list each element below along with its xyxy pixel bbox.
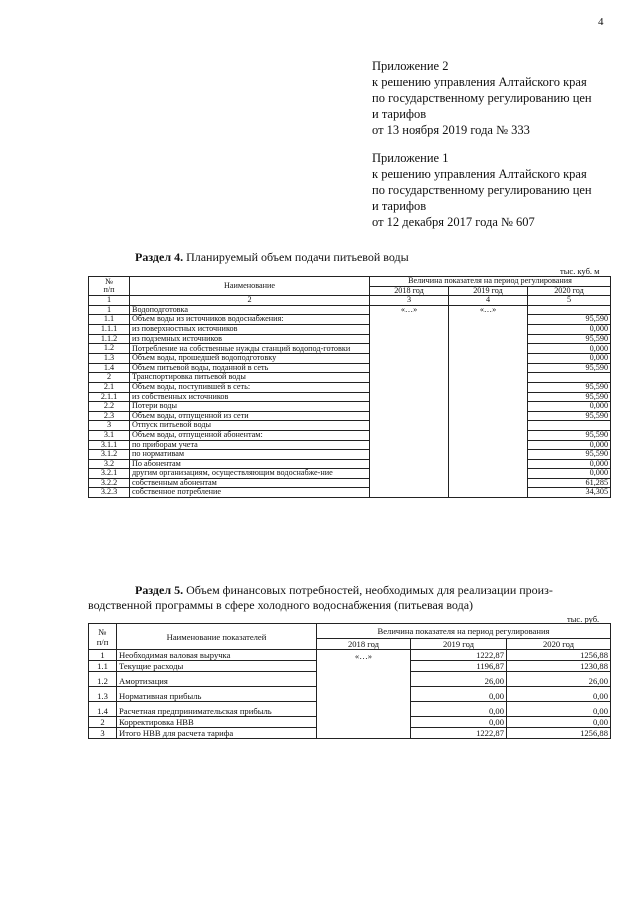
value-2019-cell: [449, 344, 528, 354]
water-volume-table-body: [89, 305, 611, 497]
fin-row-number-cell: 3: [89, 728, 117, 739]
appendix-1-line: к решению управления Алтайского края: [372, 167, 587, 181]
fin-value-2018-cell: [317, 702, 411, 717]
fin-value-2018-cell: «…»: [317, 650, 411, 661]
table-row: [89, 305, 611, 315]
fin-row-number-cell: 1.1: [89, 661, 117, 672]
appendix-2-line: Приложение 2: [372, 59, 449, 73]
value-2019-cell: [449, 430, 528, 440]
value-2020-cell: 0,000: [528, 440, 611, 450]
fin-row-name-cell: Расчетная предпринимательская прибыль: [117, 702, 317, 717]
row-number-cell: 3: [89, 421, 130, 431]
value-2020-cell: 95,590: [528, 363, 611, 373]
fin-row-name-cell: Нормативная прибыль: [117, 687, 317, 702]
col-number-cell: 1: [89, 296, 130, 306]
row-number-cell: 3.2: [89, 459, 130, 469]
fin-value-2019-cell: 26,00: [411, 672, 507, 687]
fin-col-header-2018: 2018 год: [317, 639, 411, 650]
fin-value-2019-cell: 0,00: [411, 717, 507, 728]
fin-row-number-cell: 2: [89, 717, 117, 728]
appendix-2-block: [372, 58, 632, 138]
row-name-cell: Водоподготовка: [130, 305, 370, 315]
section-5-title-line1: Объем финансовых потребностей, необходимых для реализации произ-: [186, 583, 553, 597]
section-5-title-line2: водственной программы в сфере холодного водоснабжения (питьевая вода): [88, 598, 474, 612]
value-2018-cell: [370, 334, 449, 344]
water-volume-table: [88, 276, 611, 498]
financial-needs-table: [88, 623, 611, 739]
value-2018-cell: [370, 392, 449, 402]
fin-value-2018-cell: [317, 728, 411, 739]
row-name-cell: по нормативам: [130, 450, 370, 460]
section-5-label: Раздел 5.: [135, 583, 184, 597]
fin-col-header-2020: 2020 год: [507, 639, 611, 650]
fin-col-header-number: [89, 624, 117, 650]
value-2019-cell: [449, 354, 528, 364]
row-name-cell: собственное потребление: [130, 488, 370, 498]
col-header-2020: 2020 год: [528, 286, 611, 296]
row-name-cell: Отпуск питьевой воды: [130, 421, 370, 431]
fin-row-number-cell: 1.4: [89, 702, 117, 717]
fin-value-2019-cell: 1222,87: [411, 728, 507, 739]
table-row: [89, 450, 611, 460]
table-row: [89, 334, 611, 344]
value-2018-cell: [370, 402, 449, 412]
row-name-cell: из подземных источников: [130, 334, 370, 344]
financial-needs-table-body: [89, 650, 611, 739]
value-2018-cell: [370, 382, 449, 392]
value-2018-cell: [370, 354, 449, 364]
value-2018-cell: [370, 363, 449, 373]
row-number-cell: 3.1.2: [89, 450, 130, 460]
table-row: [89, 478, 611, 488]
value-2019-cell: «…»: [449, 305, 528, 315]
row-number-cell: 1.4: [89, 363, 130, 373]
table-row: [89, 382, 611, 392]
row-name-cell: Объем воды, поступившей в сеть:: [130, 382, 370, 392]
value-2018-cell: «…»: [370, 305, 449, 315]
appendix-1-line: по государственному регулированию цен: [372, 183, 592, 197]
col-header-number: [89, 277, 130, 296]
row-number-cell: 3.2.3: [89, 488, 130, 498]
fin-row-name-cell: Итого НВВ для расчета тарифа: [117, 728, 317, 739]
fin-row-name-cell: Амортизация: [117, 672, 317, 687]
fin-row-number-cell: 1: [89, 650, 117, 661]
value-2020-cell: [528, 305, 611, 315]
fin-value-2018-cell: [317, 717, 411, 728]
row-number-cell: 2.2: [89, 402, 130, 412]
section-4-unit: тыс. куб. м: [560, 266, 600, 276]
value-2018-cell: [370, 324, 449, 334]
appendix-1-line: от 12 декабря 2017 года № 607: [372, 215, 535, 229]
row-name-cell: Потребление на собственные нужды станций водопод-готовки: [130, 344, 370, 354]
fin-value-2018-cell: [317, 687, 411, 702]
row-name-cell: По абонентам: [130, 459, 370, 469]
value-2018-cell: [370, 478, 449, 488]
value-2020-cell: 34,305: [528, 488, 611, 498]
col-header-2019: 2019 год: [449, 286, 528, 296]
section-5-heading: [135, 583, 553, 598]
value-2020-cell: 0,000: [528, 344, 611, 354]
table-row: [89, 392, 611, 402]
table-row: [89, 702, 611, 717]
row-name-cell: собственным абонентам: [130, 478, 370, 488]
value-2018-cell: [370, 315, 449, 325]
table-row: [89, 728, 611, 739]
section-5-unit: тыс. руб.: [567, 614, 600, 624]
value-2019-cell: [449, 392, 528, 402]
col-number-cell: 3: [370, 296, 449, 306]
value-2019-cell: [449, 334, 528, 344]
value-2018-cell: [370, 440, 449, 450]
table-row: [89, 687, 611, 702]
value-2019-cell: [449, 315, 528, 325]
table-row: [89, 459, 611, 469]
value-2019-cell: [449, 373, 528, 383]
value-2018-cell: [370, 459, 449, 469]
fin-value-2018-cell: [317, 661, 411, 672]
fin-col-header-period: Величина показателя на период регулирования: [317, 624, 611, 639]
col-number-cell: 4: [449, 296, 528, 306]
row-number-cell: 2.1: [89, 382, 130, 392]
fin-value-2019-cell: 1196,87: [411, 661, 507, 672]
row-number-cell: 2.1.1: [89, 392, 130, 402]
table-row: [89, 672, 611, 687]
row-number-cell: 1.1.1: [89, 324, 130, 334]
col-header-name: Наименование: [130, 277, 370, 296]
value-2019-cell: [449, 478, 528, 488]
value-2020-cell: [528, 421, 611, 431]
fin-row-name-cell: Текущие расходы: [117, 661, 317, 672]
table-row: [89, 373, 611, 383]
fin-value-2020-cell: 0,00: [507, 702, 611, 717]
row-number-cell: 1.2: [89, 344, 130, 354]
fin-col-header-number-line1: №: [98, 626, 107, 637]
row-number-cell: 2.3: [89, 411, 130, 421]
col-number-cell: 5: [528, 296, 611, 306]
fin-row-number-cell: 1.2: [89, 672, 117, 687]
value-2019-cell: [449, 488, 528, 498]
row-name-cell: Потери воды: [130, 402, 370, 412]
table-row: [89, 430, 611, 440]
row-number-cell: 3.2.1: [89, 469, 130, 479]
value-2018-cell: [370, 344, 449, 354]
value-2018-cell: [370, 430, 449, 440]
row-name-cell: Объем воды, отпущенной абонентам:: [130, 430, 370, 440]
value-2018-cell: [370, 469, 449, 479]
value-2019-cell: [449, 382, 528, 392]
value-2020-cell: [528, 373, 611, 383]
table-row: [89, 363, 611, 373]
value-2019-cell: [449, 363, 528, 373]
table-row: [89, 344, 611, 354]
row-name-cell: Транспортировка питьевой воды: [130, 373, 370, 383]
col-header-period: Величина показателя на период регулирования: [370, 277, 611, 287]
value-2019-cell: [449, 450, 528, 460]
table-row: [89, 661, 611, 672]
table-row: [89, 421, 611, 431]
value-2020-cell: 95,590: [528, 430, 611, 440]
fin-value-2020-cell: 0,00: [507, 717, 611, 728]
row-name-cell: Объем воды, отпущенной из сети: [130, 411, 370, 421]
section-4-title: Планируемый объем подачи питьевой воды: [186, 250, 409, 264]
row-number-cell: 1: [89, 305, 130, 315]
value-2020-cell: 95,590: [528, 450, 611, 460]
fin-value-2020-cell: 1256,88: [507, 650, 611, 661]
col-header-number-line1: №: [105, 276, 113, 286]
value-2020-cell: 0,000: [528, 354, 611, 364]
fin-col-header-2019: 2019 год: [411, 639, 507, 650]
appendix-2-line: от 13 ноября 2019 года № 333: [372, 123, 530, 137]
fin-value-2020-cell: 1230,88: [507, 661, 611, 672]
table-row: [89, 324, 611, 334]
value-2019-cell: [449, 402, 528, 412]
appendix-1-line: Приложение 1: [372, 151, 449, 165]
row-number-cell: 3.1: [89, 430, 130, 440]
section-4-label: Раздел 4.: [135, 250, 184, 264]
table-row: [89, 315, 611, 325]
value-2018-cell: [370, 488, 449, 498]
row-name-cell: по приборам учета: [130, 440, 370, 450]
fin-value-2020-cell: 0,00: [507, 687, 611, 702]
value-2020-cell: 95,590: [528, 334, 611, 344]
row-number-cell: 3.2.2: [89, 478, 130, 488]
value-2020-cell: 61,285: [528, 478, 611, 488]
fin-value-2020-cell: 1256,88: [507, 728, 611, 739]
value-2020-cell: 0,000: [528, 324, 611, 334]
row-name-cell: другим организациям, осуществляющим водоснабже-ние: [130, 469, 370, 479]
appendix-1-block: [372, 150, 632, 230]
value-2019-cell: [449, 459, 528, 469]
fin-row-name-cell: Корректировка НВВ: [117, 717, 317, 728]
row-number-cell: 3.1.1: [89, 440, 130, 450]
value-2020-cell: 0,000: [528, 459, 611, 469]
row-number-cell: 1.1.2: [89, 334, 130, 344]
value-2018-cell: [370, 411, 449, 421]
fin-col-header-number-line2: п/п: [96, 636, 109, 647]
fin-value-2018-cell: [317, 672, 411, 687]
row-name-cell: Объем питьевой воды, поданной в сеть: [130, 363, 370, 373]
value-2018-cell: [370, 373, 449, 383]
appendix-2-line: к решению управления Алтайского края: [372, 75, 587, 89]
fin-value-2019-cell: 0,00: [411, 687, 507, 702]
table-row: [89, 411, 611, 421]
fin-row-name-cell: Необходимая валовая выручка: [117, 650, 317, 661]
value-2019-cell: [449, 469, 528, 479]
value-2020-cell: 95,590: [528, 411, 611, 421]
fin-row-number-cell: 1.3: [89, 687, 117, 702]
value-2020-cell: 0,000: [528, 402, 611, 412]
appendix-2-line: по государственному регулированию цен: [372, 91, 592, 105]
appendix-1-line: и тарифов: [372, 199, 427, 213]
value-2019-cell: [449, 421, 528, 431]
col-header-2018: 2018 год: [370, 286, 449, 296]
value-2020-cell: 95,590: [528, 392, 611, 402]
table-row: [89, 488, 611, 498]
row-number-cell: 1.3: [89, 354, 130, 364]
fin-value-2020-cell: 26,00: [507, 672, 611, 687]
page-number: 4: [598, 16, 604, 28]
table-row: [89, 354, 611, 364]
value-2018-cell: [370, 450, 449, 460]
section-4-heading: [135, 250, 409, 265]
col-header-number-line2: п/п: [103, 285, 115, 295]
value-2019-cell: [449, 324, 528, 334]
value-2018-cell: [370, 421, 449, 431]
value-2020-cell: 0,000: [528, 469, 611, 479]
value-2019-cell: [449, 440, 528, 450]
row-number-cell: 2: [89, 373, 130, 383]
table-row: [89, 717, 611, 728]
row-name-cell: из собственных источников: [130, 392, 370, 402]
fin-col-header-name: Наименование показателей: [117, 624, 317, 650]
value-2020-cell: 95,590: [528, 382, 611, 392]
fin-value-2019-cell: 0,00: [411, 702, 507, 717]
row-number-cell: 1.1: [89, 315, 130, 325]
row-name-cell: Объем воды из источников водоснабжения:: [130, 315, 370, 325]
fin-value-2019-cell: 1222,87: [411, 650, 507, 661]
col-number-cell: 2: [130, 296, 370, 306]
appendix-2-line: и тарифов: [372, 107, 427, 121]
row-name-cell: Объем воды, прошедшей водоподготовку: [130, 354, 370, 364]
table-row: [89, 440, 611, 450]
value-2020-cell: 95,590: [528, 315, 611, 325]
row-name-cell: из поверхностных источников: [130, 324, 370, 334]
table-row: [89, 402, 611, 412]
value-2019-cell: [449, 411, 528, 421]
table-row: [89, 469, 611, 479]
table-row: [89, 650, 611, 661]
